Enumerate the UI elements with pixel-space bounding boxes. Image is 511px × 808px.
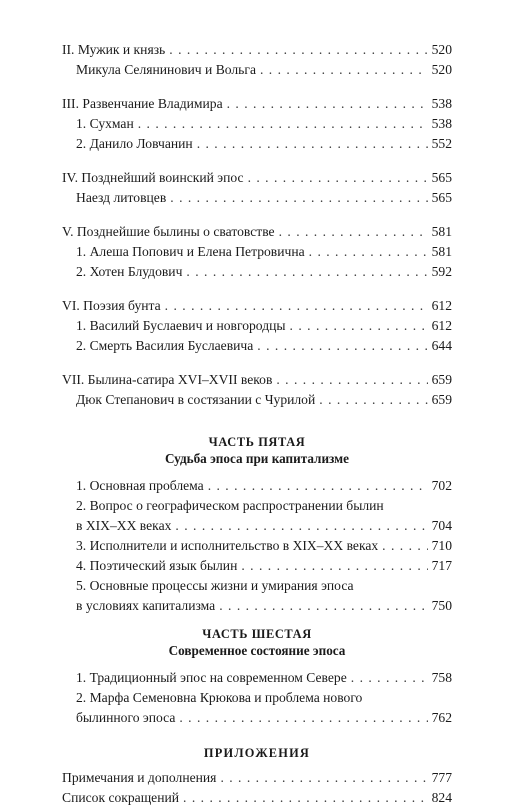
dot-leader bbox=[279, 222, 428, 242]
entry-page: 565 bbox=[431, 170, 452, 185]
dot-leader bbox=[351, 668, 428, 688]
entry-title: Примечания и дополнения bbox=[62, 770, 217, 785]
entry-page: 702 bbox=[431, 478, 452, 493]
dot-leader bbox=[260, 60, 428, 80]
dot-leader bbox=[183, 788, 428, 808]
chapter-entry[interactable] bbox=[62, 40, 452, 60]
toc-entry[interactable] bbox=[62, 668, 452, 688]
toc-entry-line1[interactable] bbox=[62, 496, 452, 516]
dot-leader bbox=[169, 40, 427, 60]
entry-title: Микула Селянинович и Вольга bbox=[76, 62, 256, 77]
entry-page: 612 bbox=[431, 298, 452, 313]
chapter-entry[interactable] bbox=[62, 168, 452, 188]
dot-leader bbox=[220, 768, 427, 788]
entry-title-cont: в XIX–XX веках bbox=[76, 518, 172, 533]
entry-title: IV. Позднейший воинский эпос bbox=[62, 170, 244, 185]
dot-leader bbox=[227, 94, 428, 114]
chapter-entry[interactable] bbox=[62, 94, 452, 114]
dot-leader bbox=[186, 262, 427, 282]
entry-page: 520 bbox=[431, 62, 452, 77]
toc-entry[interactable] bbox=[62, 516, 452, 536]
entry-title: 2. Смерть Василия Буслаевича bbox=[76, 338, 254, 353]
chapter-entry[interactable] bbox=[62, 296, 452, 316]
entry-page: 704 bbox=[431, 518, 452, 533]
entry-title: V. Позднейшие былины о сватовстве bbox=[62, 224, 275, 239]
entry-title: 1. Традиционный эпос на современном Севере bbox=[76, 670, 347, 685]
entry-page: 538 bbox=[431, 116, 452, 131]
dot-leader bbox=[175, 516, 427, 536]
entry-title: 4. Поэтический язык былин bbox=[76, 558, 238, 573]
chapter-entry[interactable] bbox=[62, 370, 452, 390]
entry-title: 2. Хотен Блудович bbox=[76, 264, 183, 279]
part6-subtitle: Современное состояние эпоса bbox=[168, 643, 346, 658]
chapter-group bbox=[62, 94, 452, 154]
chapter-group bbox=[62, 40, 452, 80]
chapter-group bbox=[62, 296, 452, 356]
entry-title: 2. Марфа Семеновна Крюкова и проблема нового bbox=[76, 690, 363, 705]
entry-title: 3. Исполнители и исполнительство в XIX–XX веках bbox=[76, 538, 379, 553]
chapter-group bbox=[62, 222, 452, 282]
entry-page: 777 bbox=[431, 770, 452, 785]
entry-title: 1. Василий Буслаевич и новгородцы bbox=[76, 318, 286, 333]
entry-page: 592 bbox=[431, 264, 452, 279]
dot-leader bbox=[219, 596, 427, 616]
entry-page: 538 bbox=[431, 96, 452, 111]
toc-entry[interactable] bbox=[62, 596, 452, 616]
sub-entry[interactable] bbox=[62, 336, 452, 356]
toc-entry[interactable] bbox=[62, 536, 452, 556]
entry-page: 659 bbox=[431, 372, 452, 387]
sub-entry[interactable] bbox=[62, 390, 452, 410]
entry-page: 762 bbox=[431, 710, 452, 725]
dot-leader bbox=[197, 134, 428, 154]
sub-entry[interactable] bbox=[62, 134, 452, 154]
entry-page: 717 bbox=[431, 558, 452, 573]
sub-entry[interactable] bbox=[62, 114, 452, 134]
entry-title: VI. Поэзия бунта bbox=[62, 298, 161, 313]
entry-page: 750 bbox=[431, 598, 452, 613]
toc-entry[interactable] bbox=[62, 556, 452, 576]
toc-entry[interactable] bbox=[62, 788, 452, 808]
entry-title: 1. Сухман bbox=[76, 116, 134, 131]
dot-leader bbox=[382, 536, 427, 556]
sub-entry[interactable] bbox=[62, 316, 452, 336]
entry-page: 581 bbox=[431, 224, 452, 239]
chapter-group bbox=[62, 370, 452, 410]
entry-page: 581 bbox=[431, 244, 452, 259]
entry-page: 758 bbox=[431, 670, 452, 685]
entry-page: 644 bbox=[431, 338, 452, 353]
dot-leader bbox=[290, 316, 428, 336]
dot-leader bbox=[257, 336, 427, 356]
dot-leader bbox=[248, 168, 428, 188]
sub-entry[interactable] bbox=[62, 262, 452, 282]
entry-page: 552 bbox=[431, 136, 452, 151]
sub-entry[interactable] bbox=[62, 242, 452, 262]
entry-title: Дюк Степанович в состязании с Чурилой bbox=[76, 392, 316, 407]
chapter-group bbox=[62, 168, 452, 208]
dot-leader bbox=[179, 708, 427, 728]
toc-entry-line1[interactable] bbox=[62, 576, 452, 596]
entry-title: 2. Данило Ловчанин bbox=[76, 136, 193, 151]
dot-leader bbox=[276, 370, 427, 390]
dot-leader bbox=[319, 390, 427, 410]
sub-entry[interactable] bbox=[62, 60, 452, 80]
entry-title: Наезд литовцев bbox=[76, 190, 167, 205]
toc-entry[interactable] bbox=[62, 476, 452, 496]
dot-leader bbox=[241, 556, 427, 576]
sub-entry[interactable] bbox=[62, 188, 452, 208]
entry-page: 710 bbox=[431, 538, 452, 553]
dot-leader bbox=[138, 114, 428, 134]
part5-subtitle: Судьба эпоса при капитализме bbox=[164, 451, 350, 466]
entry-title: II. Мужик и князь bbox=[62, 42, 166, 57]
appendices-heading: ПРИЛОЖЕНИЯ bbox=[203, 746, 311, 760]
entry-title: Список сокращений bbox=[62, 790, 180, 805]
entry-page: 659 bbox=[431, 392, 452, 407]
toc-entry[interactable] bbox=[62, 708, 452, 728]
entry-title: III. Развенчание Владимира bbox=[62, 96, 223, 111]
dot-leader bbox=[309, 242, 428, 262]
toc-entry-line1[interactable] bbox=[62, 688, 452, 708]
chapter-entry[interactable] bbox=[62, 222, 452, 242]
entry-page: 824 bbox=[431, 790, 452, 805]
dot-leader bbox=[165, 296, 428, 316]
entry-title-cont: в условиях капитализма bbox=[76, 598, 216, 613]
entry-title: 1. Основная проблема bbox=[76, 478, 204, 493]
entry-title: 1. Алеша Попович и Елена Петровична bbox=[76, 244, 305, 259]
entry-page: 520 bbox=[431, 42, 452, 57]
entry-title: 5. Основные процессы жизни и умирания эпоса bbox=[76, 578, 354, 593]
entry-page: 565 bbox=[431, 190, 452, 205]
table-of-contents bbox=[62, 40, 452, 808]
toc-entry[interactable] bbox=[62, 768, 452, 788]
part6-heading: ЧАСТЬ ШЕСТАЯ bbox=[202, 627, 312, 641]
entry-title: VII. Былина-сатира XVI–XVII веков bbox=[62, 372, 273, 387]
part5-heading: ЧАСТЬ ПЯТАЯ bbox=[208, 435, 306, 449]
chapter-list bbox=[62, 40, 452, 410]
dot-leader bbox=[170, 188, 427, 208]
dot-leader bbox=[208, 476, 428, 496]
entry-title: 2. Вопрос о географическом распространении былин bbox=[76, 498, 384, 513]
entry-title-cont: былинного эпоса bbox=[76, 710, 176, 725]
entry-page: 612 bbox=[431, 318, 452, 333]
